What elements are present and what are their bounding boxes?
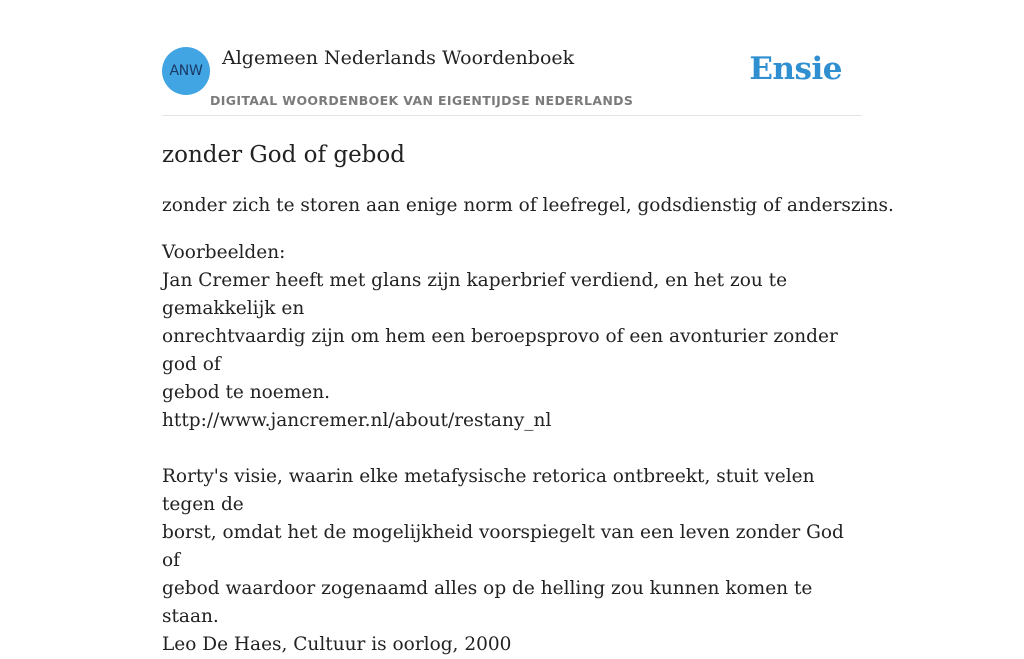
example-text-line: Rorty's visie, waarin elke metafysische retorica ontbreekt, stuit velen tegen de: [162, 466, 815, 515]
site-subtitle: DIGITAAL WOORDENBOEK VAN EIGENTIJDSE NEDERLANDS: [210, 93, 634, 108]
entry-definition: zonder zich te storen aan enige norm of leefregel, godsdienstig of anderszins.: [162, 195, 894, 216]
example-item: [162, 267, 862, 435]
entry-term: zonder God of gebod: [162, 142, 405, 168]
example-source: Leo De Haes, Cultuur is oorlog, 2000: [162, 634, 512, 655]
example-text-line: Jan Cremer heeft met glans zijn kaperbrief verdiend, en het zou te gemakkelijk en: [162, 270, 788, 319]
example-text-line: borst, omdat het de mogelijkheid voorspiegelt van een leven zonder God of: [162, 522, 844, 571]
anw-logo[interactable]: ANW: [162, 47, 210, 95]
example-text-line: onrechtvaardig zijn om hem een beroepsprovo of een avonturier zonder god of: [162, 326, 838, 375]
example-text-line: gebod waardoor zogenaamd alles op de helling zou kunnen komen te staan.: [162, 578, 813, 627]
site-header: [162, 0, 862, 116]
page: [162, 0, 894, 655]
ensie-brand-link[interactable]: Ensie: [749, 51, 842, 87]
examples-label: Voorbeelden:: [162, 242, 286, 263]
example-separator: [162, 435, 862, 463]
example-source: http://www.jancremer.nl/about/restany_nl: [162, 410, 552, 431]
examples-section: [162, 239, 862, 659]
site-title[interactable]: Algemeen Nederlands Woordenboek: [222, 47, 575, 69]
example-text-line: gebod te noemen.: [162, 382, 331, 403]
example-item: [162, 463, 862, 659]
